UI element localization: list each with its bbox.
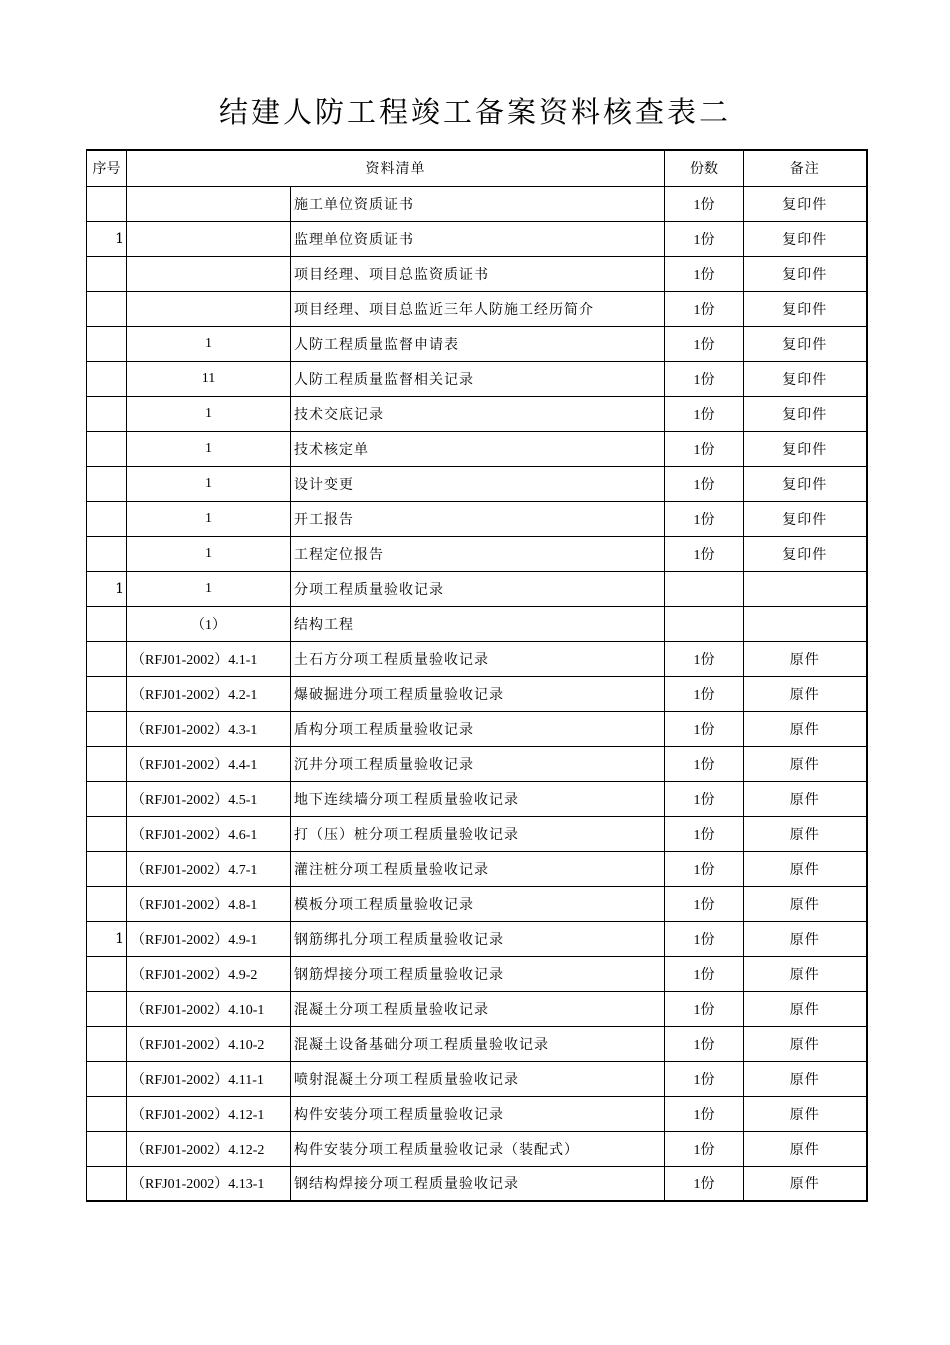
row-count: 1份 [665,921,744,956]
table-row [87,326,867,361]
row-count: 1份 [665,536,744,571]
table-row [87,886,867,921]
row-name: 施工单位资质证书 [291,186,665,221]
row-seq [87,816,127,851]
row-count: 1份 [665,396,744,431]
row-seq [87,256,127,291]
row-name: 设计变更 [291,466,665,501]
row-note: 复印件 [744,361,867,396]
row-seq [87,1096,127,1131]
row-name: 技术核定单 [291,431,665,466]
row-code: 1 [127,571,291,606]
row-code: （RFJ01-2002）4.6-1 [127,816,291,851]
row-code: （RFJ01-2002）4.1-1 [127,641,291,676]
table-row [87,816,867,851]
row-note: 原件 [744,921,867,956]
row-name: 混凝土分项工程质量验收记录 [291,991,665,1026]
row-name: 结构工程 [291,606,665,641]
row-name: 钢筋绑扎分项工程质量验收记录 [291,921,665,956]
row-count: 1份 [665,1061,744,1096]
table-row [87,1131,867,1166]
row-note: 复印件 [744,256,867,291]
row-count: 1份 [665,1096,744,1131]
row-name: 沉井分项工程质量验收记录 [291,746,665,781]
checklist-table [86,149,868,1202]
row-code: 1 [127,396,291,431]
row-seq [87,186,127,221]
row-seq [87,396,127,431]
row-code: （RFJ01-2002）4.12-1 [127,1096,291,1131]
table-row [87,641,867,676]
row-name: 技术交底记录 [291,396,665,431]
row-name: 人防工程质量监督相关记录 [291,361,665,396]
row-name: 人防工程质量监督申请表 [291,326,665,361]
row-seq [87,851,127,886]
row-name: 土石方分项工程质量验收记录 [291,641,665,676]
row-seq [87,886,127,921]
row-count [665,606,744,641]
row-name: 盾构分项工程质量验收记录 [291,711,665,746]
table-row [87,361,867,396]
row-seq [87,956,127,991]
row-name: 工程定位报告 [291,536,665,571]
row-seq [87,326,127,361]
row-seq [87,1061,127,1096]
header-count: 份数 [665,150,744,186]
row-note: 复印件 [744,536,867,571]
row-code [127,186,291,221]
row-note: 复印件 [744,291,867,326]
row-code: 1 [127,431,291,466]
table-row [87,606,867,641]
row-code: 1 [127,466,291,501]
row-seq: 1 [87,571,127,606]
row-note [744,571,867,606]
row-seq [87,1026,127,1061]
row-name: 项目经理、项目总监近三年人防施工经历简介 [291,291,665,326]
row-code [127,291,291,326]
table-row [87,431,867,466]
row-count: 1份 [665,291,744,326]
row-name: 模板分项工程质量验收记录 [291,886,665,921]
row-code [127,221,291,256]
table-row [87,1061,867,1096]
table-row [87,956,867,991]
row-count: 1份 [665,501,744,536]
table-row [87,1096,867,1131]
row-name: 监理单位资质证书 [291,221,665,256]
row-name: 构件安装分项工程质量验收记录 [291,1096,665,1131]
row-seq [87,501,127,536]
row-note: 原件 [744,1061,867,1096]
row-code: （RFJ01-2002）4.7-1 [127,851,291,886]
row-count: 1份 [665,326,744,361]
row-count: 1份 [665,956,744,991]
table-row [87,1166,867,1201]
table-row [87,921,867,956]
row-name: 混凝土设备基础分项工程质量验收记录 [291,1026,665,1061]
row-name: 开工报告 [291,501,665,536]
table-row [87,291,867,326]
table-row [87,536,867,571]
row-seq [87,606,127,641]
row-note: 原件 [744,676,867,711]
table-row [87,186,867,221]
row-count: 1份 [665,186,744,221]
row-name: 喷射混凝土分项工程质量验收记录 [291,1061,665,1096]
table-row [87,851,867,886]
row-note: 复印件 [744,501,867,536]
row-code: （RFJ01-2002）4.8-1 [127,886,291,921]
row-note: 原件 [744,991,867,1026]
row-seq [87,466,127,501]
row-count: 1份 [665,886,744,921]
row-seq [87,291,127,326]
row-count: 1份 [665,221,744,256]
row-seq [87,1166,127,1201]
table-row [87,571,867,606]
row-count: 1份 [665,466,744,501]
row-note: 原件 [744,886,867,921]
row-count: 1份 [665,256,744,291]
row-code: （RFJ01-2002）4.5-1 [127,781,291,816]
row-code [127,256,291,291]
row-note: 复印件 [744,396,867,431]
row-note: 复印件 [744,326,867,361]
row-code: （RFJ01-2002）4.13-1 [127,1166,291,1201]
row-seq [87,711,127,746]
row-count [665,571,744,606]
row-name: 爆破掘进分项工程质量验收记录 [291,676,665,711]
row-seq [87,1131,127,1166]
row-count: 1份 [665,1131,744,1166]
header-note: 备注 [744,150,867,186]
table-header-row [87,150,867,186]
row-count: 1份 [665,711,744,746]
row-count: 1份 [665,1166,744,1201]
row-code: （RFJ01-2002）4.12-2 [127,1131,291,1166]
row-count: 1份 [665,816,744,851]
row-note: 复印件 [744,186,867,221]
row-name: 分项工程质量验收记录 [291,571,665,606]
header-list: 资料清单 [127,150,665,186]
row-count: 1份 [665,746,744,781]
row-name: 项目经理、项目总监资质证书 [291,256,665,291]
row-count: 1份 [665,1026,744,1061]
row-note: 原件 [744,711,867,746]
row-note: 原件 [744,1096,867,1131]
row-code: 1 [127,501,291,536]
row-count: 1份 [665,641,744,676]
header-seq: 序号 [87,150,127,186]
table-row [87,781,867,816]
row-note: 原件 [744,641,867,676]
row-seq [87,991,127,1026]
table-row [87,676,867,711]
table-row [87,396,867,431]
row-name: 地下连续墙分项工程质量验收记录 [291,781,665,816]
row-seq [87,431,127,466]
row-code: 11 [127,361,291,396]
row-code: （RFJ01-2002）4.9-1 [127,921,291,956]
row-code: （RFJ01-2002）4.10-1 [127,991,291,1026]
row-note: 原件 [744,1026,867,1061]
row-code: （RFJ01-2002）4.10-2 [127,1026,291,1061]
row-code: 1 [127,326,291,361]
row-note: 复印件 [744,221,867,256]
page-title: 结建人防工程竣工备案资料核查表二 [218,95,731,129]
row-seq: 1 [87,921,127,956]
row-code: 1 [127,536,291,571]
row-note: 原件 [744,781,867,816]
table-row [87,746,867,781]
table-row [87,256,867,291]
row-seq [87,536,127,571]
row-count: 1份 [665,431,744,466]
row-code: （RFJ01-2002）4.2-1 [127,676,291,711]
table-row [87,1026,867,1061]
row-count: 1份 [665,676,744,711]
row-count: 1份 [665,361,744,396]
row-seq [87,781,127,816]
row-count: 1份 [665,781,744,816]
row-note: 原件 [744,1131,867,1166]
table-row [87,991,867,1026]
row-count: 1份 [665,991,744,1026]
row-name: 灌注桩分项工程质量验收记录 [291,851,665,886]
row-note: 复印件 [744,466,867,501]
row-note: 原件 [744,956,867,991]
row-seq [87,361,127,396]
row-code: （RFJ01-2002）4.9-2 [127,956,291,991]
table-row [87,501,867,536]
row-code: （1） [127,606,291,641]
row-name: 打（压）桩分项工程质量验收记录 [291,816,665,851]
row-note: 原件 [744,851,867,886]
row-seq [87,676,127,711]
row-note [744,606,867,641]
row-count: 1份 [665,851,744,886]
table-row [87,221,867,256]
row-note: 复印件 [744,431,867,466]
table-row [87,711,867,746]
row-name: 钢结构焊接分项工程质量验收记录 [291,1166,665,1201]
row-code: （RFJ01-2002）4.4-1 [127,746,291,781]
row-note: 原件 [744,1166,867,1201]
row-seq [87,641,127,676]
row-seq: 1 [87,221,127,256]
row-note: 原件 [744,816,867,851]
row-name: 钢筋焊接分项工程质量验收记录 [291,956,665,991]
row-code: （RFJ01-2002）4.3-1 [127,711,291,746]
row-name: 构件安装分项工程质量验收记录（装配式） [291,1131,665,1166]
row-seq [87,746,127,781]
row-code: （RFJ01-2002）4.11-1 [127,1061,291,1096]
row-note: 原件 [744,746,867,781]
table-row [87,466,867,501]
